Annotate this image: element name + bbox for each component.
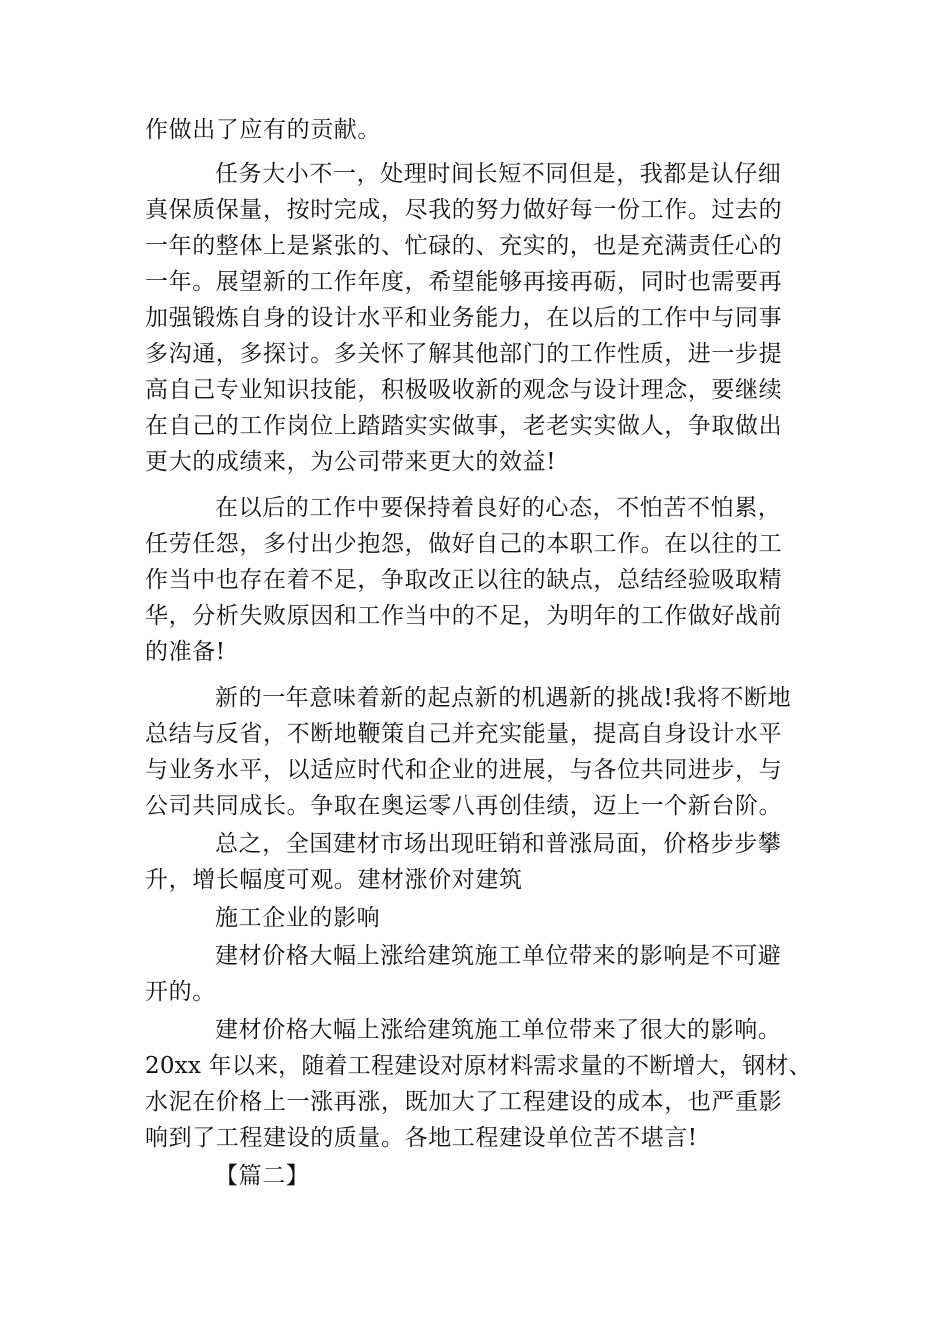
section-heading: 【篇二】 — [215, 1163, 310, 1189]
text-line: 在自己的工作岗位上踏踏实实做事，老老实实做人，争取做出 — [145, 413, 783, 439]
text-line: 升，增长幅度可观。建材涨价对建筑 — [145, 867, 523, 893]
text-line: 总结与反省，不断地鞭策自己并充实能量，提高自身设计水平 — [145, 721, 783, 747]
paragraph-start-line: 新的一年意味着新的起点新的机遇新的挑战!我将不断地 — [215, 685, 792, 711]
text-line: 真保质保量，按时完成，尽我的努力做好每一份工作。过去的 — [145, 197, 783, 223]
text-line: 作当中也存在着不足，争取改正以往的缺点，总结经验吸取精 — [145, 567, 783, 593]
text-line: 水泥在价格上一涨再涨，既加大了工程建设的成本，也严重影 — [145, 1089, 783, 1115]
text-line: 响到了工程建设的质量。各地工程建设单位苦不堪言! — [145, 1125, 698, 1151]
text-line: 一年。展望新的工作年度，希望能够再接再砺，同时也需要再 — [145, 269, 783, 295]
text-line: 任劳任怨，多付出少抱怨，做好自己的本职工作。在以往的工 — [145, 531, 783, 557]
text-line: 加强锻炼自身的设计水平和业务能力，在以后的工作中与同事 — [145, 305, 783, 331]
text-line: 华，分析失败原因和工作当中的不足，为明年的工作做好战前 — [145, 603, 783, 629]
text-line: 开的。 — [145, 979, 216, 1005]
text-line: 公司共同成长。争取在奥运零八再创佳绩，迈上一个新台阶。 — [145, 793, 783, 819]
paragraph-start-line: 在以后的工作中要保持着良好的心态，不怕苦不怕累， — [215, 495, 782, 521]
paragraph-start-line: 任务大小不一，处理时间长短不同但是，我都是认仔细 — [215, 161, 782, 187]
paragraph-start-line: 建材价格大幅上涨给建筑施工单位带来了很大的影响。 — [215, 1017, 782, 1043]
text-line: 与业务水平，以适应时代和企业的进展，与各位共同进步，与 — [145, 757, 783, 783]
text-line: 20xx 年以来，随着工程建设对原材料需求量的不断增大，钢材、 — [145, 1053, 812, 1079]
paragraph-start-line: 总之，全国建材市场出现旺销和普涨局面，价格步步攀 — [215, 831, 782, 857]
text-line: 作做出了应有的贡献。 — [145, 117, 381, 143]
text-line: 多沟通，多探讨。多关怀了解其他部门的工作性质，进一步提 — [145, 341, 783, 367]
text-line: 一年的整体上是紧张的、忙碌的、充实的，也是充满责任心的 — [145, 233, 783, 259]
text-line: 更大的成绩来，为公司带来更大的效益! — [145, 449, 557, 475]
text-line: 高自己专业知识技能，积极吸收新的观念与设计理念，要继续 — [145, 377, 783, 403]
text-line: 的准备! — [145, 639, 226, 665]
paragraph-start-line: 建材价格大幅上涨给建筑施工单位带来的影响是不可避 — [215, 943, 782, 969]
paragraph-start-line: 施工企业的影响 — [215, 905, 381, 931]
